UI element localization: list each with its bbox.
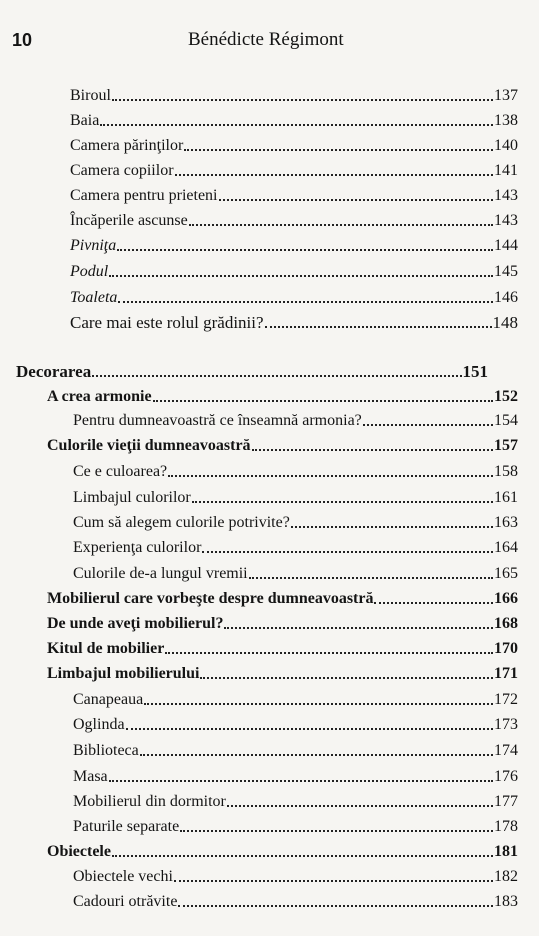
toc-entry — [73, 813, 518, 835]
toc-entry-page: 182 — [494, 868, 518, 885]
dot-leader — [227, 805, 493, 807]
dot-leader — [100, 124, 493, 126]
dot-leader — [202, 551, 493, 553]
dot-leader — [184, 149, 493, 151]
toc-subsection — [47, 432, 518, 454]
toc-entry — [70, 258, 518, 280]
toc-entry-page: 176 — [494, 768, 518, 785]
toc-entry-title: Care mai este rolul grădinii? — [70, 313, 264, 332]
toc-entry-page: 141 — [494, 162, 518, 179]
toc-entry-title: Încăperile ascunse — [70, 212, 188, 229]
toc-entry-title: Podul — [70, 263, 109, 280]
dot-leader — [153, 400, 493, 402]
toc-entry-title: A crea armonie — [47, 388, 152, 405]
toc-entry — [70, 132, 518, 154]
toc-entry — [73, 484, 518, 506]
toc-entry-title: Obiectele vechi — [73, 868, 173, 885]
dot-leader — [92, 375, 461, 377]
toc-entry-page: 178 — [494, 818, 518, 835]
dot-leader — [224, 627, 493, 629]
toc-entry-page: 143 — [494, 187, 518, 204]
toc-entry-page: 137 — [494, 87, 518, 104]
toc-entry — [70, 309, 518, 331]
toc-entry-title: Kitul de mobilier — [47, 640, 165, 657]
toc-entry-page: 144 — [494, 237, 518, 254]
dot-leader — [291, 526, 493, 528]
toc-entry — [73, 737, 518, 759]
toc-entry-page: 145 — [494, 263, 518, 280]
toc-section — [16, 358, 488, 380]
toc-entry-page: 166 — [494, 590, 518, 607]
toc-entry-page: 138 — [494, 112, 518, 129]
toc-entry-title: Pivniţa — [70, 237, 117, 254]
dot-leader — [109, 780, 493, 782]
toc-entry-title: Masa — [73, 768, 108, 785]
toc-entry-title: Camera părinţilor — [70, 137, 184, 154]
dot-leader — [249, 577, 493, 579]
toc-entry-title: Cadouri otrăvite — [73, 893, 178, 910]
toc-entry-page: 171 — [494, 665, 518, 682]
toc-entry — [70, 107, 518, 129]
toc-entry-page: 168 — [494, 615, 518, 632]
toc-entry — [73, 509, 518, 531]
toc-entry — [73, 788, 518, 810]
dot-leader — [192, 501, 493, 503]
toc-entry-title: Culorile vieţii dumneavoastră — [47, 437, 251, 454]
toc-entry-title: Biroul — [70, 87, 111, 104]
dot-leader — [180, 830, 493, 832]
toc-subsection — [47, 383, 518, 405]
dot-leader — [126, 728, 493, 730]
toc-entry-title: Decorarea — [16, 362, 92, 381]
toc-entry-title: Mobilierul care vorbeşte despre dumneavoastră — [47, 590, 374, 607]
toc-entry-page: 172 — [494, 691, 518, 708]
toc-entry-title: Experienţa culorilor — [73, 539, 202, 556]
dot-leader — [112, 855, 493, 857]
toc-entry — [70, 207, 518, 229]
toc-entry-page: 148 — [492, 313, 518, 332]
toc-entry-page: 146 — [494, 289, 518, 306]
toc-entry — [73, 711, 518, 733]
dot-leader — [117, 249, 493, 251]
page-number: 10 — [12, 30, 33, 50]
toc-entry-title: Obiectele — [47, 843, 111, 860]
toc-entry-page: 154 — [494, 412, 518, 429]
dot-leader — [165, 652, 493, 654]
toc-entry-page: 152 — [494, 388, 518, 405]
dot-leader — [140, 754, 493, 756]
toc-entry — [73, 763, 518, 785]
dot-leader — [112, 99, 493, 101]
dot-leader — [175, 174, 493, 176]
toc-entry-title: Oglinda — [73, 716, 125, 733]
toc-entry — [73, 888, 518, 910]
dot-leader — [265, 326, 492, 328]
toc-entry-page: 163 — [494, 514, 518, 531]
toc-entry — [70, 182, 518, 204]
toc-entry-page: 151 — [462, 362, 488, 381]
toc-entry-title: Pentru dumneavoastră ce înseamnă armonia? — [73, 412, 362, 429]
toc-entry — [70, 82, 518, 104]
toc-entry-page: 183 — [494, 893, 518, 910]
dot-leader — [144, 703, 493, 705]
toc-subsection — [47, 660, 518, 682]
toc-entry-title: De unde aveţi mobilierul? — [47, 615, 224, 632]
toc-entry-title: Limbajul mobilierului — [47, 665, 200, 682]
toc-subsection — [47, 838, 518, 860]
toc-entry-page: 181 — [494, 843, 518, 860]
toc-entry-page: 165 — [494, 565, 518, 582]
dot-leader — [252, 449, 493, 451]
toc-entry-page: 173 — [494, 716, 518, 733]
toc-entry — [73, 686, 518, 708]
dot-leader — [363, 424, 493, 426]
toc-entry — [73, 534, 518, 556]
toc-entry — [73, 560, 518, 582]
toc-entry-title: Canapeaua — [73, 691, 144, 708]
dot-leader — [219, 199, 494, 201]
toc-entry — [70, 284, 518, 306]
toc-entry-title: Baia — [70, 112, 100, 129]
dot-leader — [174, 880, 493, 882]
toc-entry-title: Toaleta — [70, 289, 118, 306]
toc-entry-title: Paturile separate — [73, 818, 180, 835]
toc-entry-title: Cum să alegem culorile potrivite? — [73, 514, 290, 531]
toc-subsection — [47, 635, 518, 657]
toc-entry-title: Culorile de-a lungul vremii — [73, 565, 248, 582]
toc-entry-title: Mobilierul din dormitor — [73, 793, 226, 810]
toc-entry-page: 157 — [494, 437, 518, 454]
toc-entry-page: 164 — [494, 539, 518, 556]
toc-entry — [73, 863, 518, 885]
toc-subsection — [47, 585, 518, 607]
dot-leader — [178, 905, 493, 907]
toc-entry-title: Biblioteca — [73, 742, 139, 759]
toc-entry-page: 143 — [494, 212, 518, 229]
toc-entry — [73, 407, 518, 429]
dot-leader — [374, 602, 493, 604]
toc-entry — [70, 157, 518, 179]
toc-entry — [70, 232, 518, 254]
toc-entry-page: 161 — [494, 489, 518, 506]
toc-entry-page: 174 — [494, 742, 518, 759]
toc-entry-page: 140 — [494, 137, 518, 154]
toc-entry-title: Limbajul culorilor — [73, 489, 191, 506]
toc-subsection — [47, 610, 518, 632]
toc-entry-title: Ce e culoarea? — [73, 463, 168, 480]
author-name: Bénédicte Régimont — [188, 29, 344, 50]
dot-leader — [168, 475, 493, 477]
toc-entry — [73, 458, 518, 480]
toc-entry-title: Camera copiilor — [70, 162, 174, 179]
toc-entry-page: 177 — [494, 793, 518, 810]
dot-leader — [189, 224, 493, 226]
dot-leader — [118, 301, 493, 303]
toc-entry-page: 170 — [494, 640, 518, 657]
dot-leader — [200, 677, 493, 679]
dot-leader — [109, 275, 493, 277]
toc-entry-title: Camera pentru prieteni — [70, 187, 218, 204]
toc-entry-page: 158 — [494, 463, 518, 480]
